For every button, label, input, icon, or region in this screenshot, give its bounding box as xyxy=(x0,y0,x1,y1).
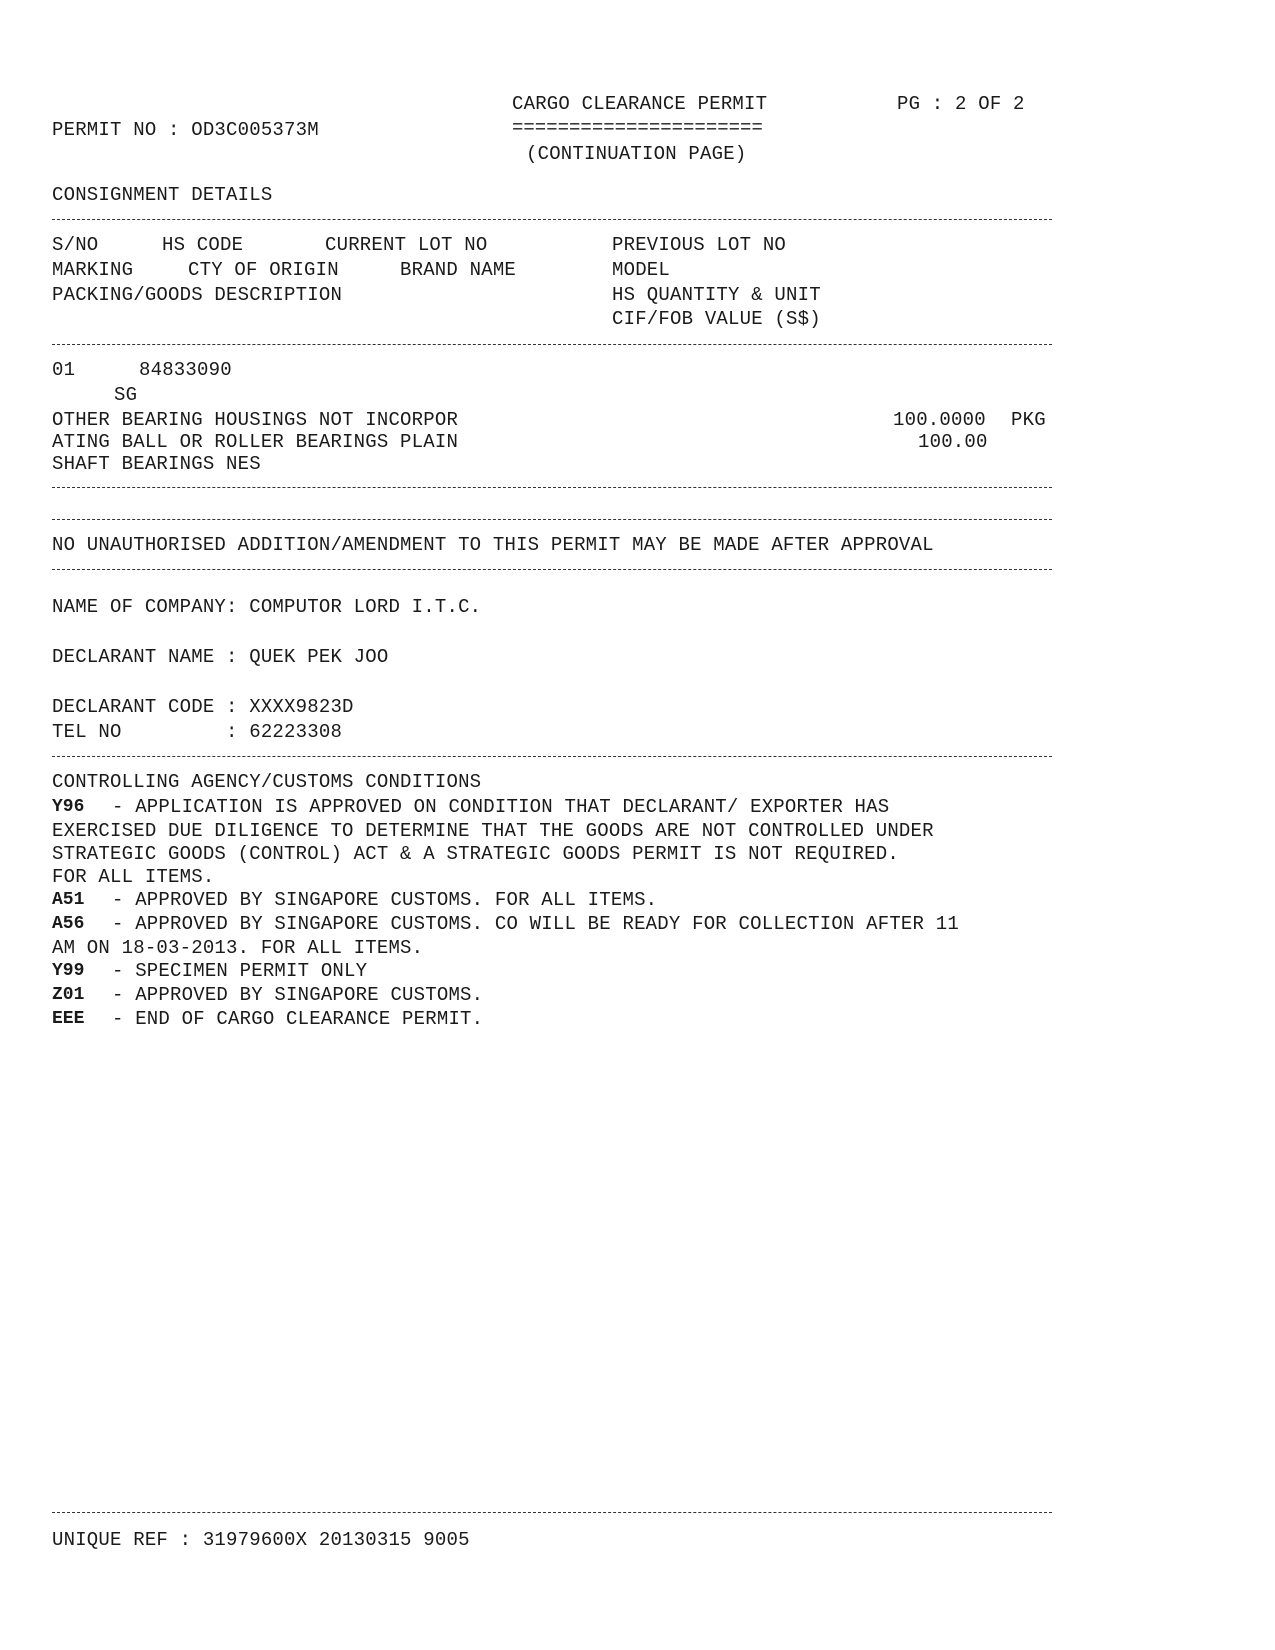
item-unit: PKG xyxy=(1011,409,1046,431)
amendment-notice: NO UNAUTHORISED ADDITION/AMENDMENT TO THIS PERMIT MAY BE MADE AFTER APPROVAL xyxy=(52,534,934,556)
item-sno: 01 xyxy=(52,359,76,381)
title-underline: ====================== xyxy=(512,117,763,139)
item-description: SHAFT BEARINGS NES xyxy=(52,453,261,475)
column-marking: MARKING xyxy=(52,259,134,281)
column-value: CIF/FOB VALUE (S$) xyxy=(612,308,821,330)
column-hs-code: HS CODE xyxy=(162,234,244,256)
condition-code: Z01 xyxy=(52,985,85,1005)
conditions-heading: CONTROLLING AGENCY/CUSTOMS CONDITIONS xyxy=(52,771,482,793)
condition-text: FOR ALL ITEMS. xyxy=(52,866,215,888)
divider xyxy=(52,487,1052,488)
divider xyxy=(52,756,1052,757)
column-hs-quantity: HS QUANTITY & UNIT xyxy=(612,284,821,306)
divider xyxy=(52,519,1052,520)
telephone-number: TEL NO : 62223308 xyxy=(52,721,343,743)
condition-text: - APPROVED BY SINGAPORE CUSTOMS. xyxy=(112,984,484,1006)
column-origin: CTY OF ORIGIN xyxy=(188,259,339,281)
page-subtitle: (CONTINUATION PAGE) xyxy=(526,143,747,165)
column-previous-lot: PREVIOUS LOT NO xyxy=(612,234,787,256)
divider xyxy=(52,569,1052,570)
item-description: ATING BALL OR ROLLER BEARINGS PLAIN xyxy=(52,431,459,453)
column-model: MODEL xyxy=(612,259,671,281)
condition-text: AM ON 18-03-2013. FOR ALL ITEMS. xyxy=(52,937,424,959)
page-number: PG : 2 OF 2 xyxy=(897,93,1025,115)
condition-code: A51 xyxy=(52,890,85,910)
condition-text: EXERCISED DUE DILIGENCE TO DETERMINE THAT THE GOODS ARE NOT CONTROLLED UNDER xyxy=(52,820,934,842)
item-value: 100.00 xyxy=(918,431,988,453)
item-hs-code: 84833090 xyxy=(139,359,232,381)
column-brand: BRAND NAME xyxy=(400,259,517,281)
declarant-code: DECLARANT CODE : XXXX9823D xyxy=(52,696,354,718)
condition-code: Y96 xyxy=(52,797,85,817)
declarant-name: DECLARANT NAME : QUEK PEK JOO xyxy=(52,646,389,668)
condition-code: EEE xyxy=(52,1009,85,1029)
condition-text: - APPLICATION IS APPROVED ON CONDITION THAT DECLARANT/ EXPORTER HAS xyxy=(112,796,890,818)
condition-text: - SPECIMEN PERMIT ONLY xyxy=(112,960,368,982)
divider xyxy=(52,219,1052,220)
divider xyxy=(52,1512,1052,1513)
item-origin: SG xyxy=(114,384,138,406)
item-description: OTHER BEARING HOUSINGS NOT INCORPOR xyxy=(52,409,459,431)
permit-number: PERMIT NO : OD3C005373M xyxy=(52,119,319,141)
permit-title: CARGO CLEARANCE PERMIT xyxy=(512,93,768,115)
condition-text: STRATEGIC GOODS (CONTROL) ACT & A STRATEGIC GOODS PERMIT IS NOT REQUIRED. xyxy=(52,843,899,865)
condition-code: A56 xyxy=(52,914,85,934)
condition-code: Y99 xyxy=(52,961,85,981)
consignment-heading: CONSIGNMENT DETAILS xyxy=(52,184,273,206)
condition-text: - APPROVED BY SINGAPORE CUSTOMS. FOR ALL ITEMS. xyxy=(112,889,658,911)
condition-text: - APPROVED BY SINGAPORE CUSTOMS. CO WILL BE READY FOR COLLECTION AFTER 11 xyxy=(112,913,959,935)
unique-reference: UNIQUE REF : 31979600X 20130315 9005 xyxy=(52,1529,470,1551)
column-sno: S/NO xyxy=(52,234,99,256)
company-name: NAME OF COMPANY: COMPUTOR LORD I.T.C. xyxy=(52,596,482,618)
column-current-lot: CURRENT LOT NO xyxy=(325,234,488,256)
column-packing: PACKING/GOODS DESCRIPTION xyxy=(52,284,343,306)
item-quantity: 100.0000 xyxy=(893,409,986,431)
condition-text: - END OF CARGO CLEARANCE PERMIT. xyxy=(112,1008,484,1030)
divider xyxy=(52,344,1052,345)
